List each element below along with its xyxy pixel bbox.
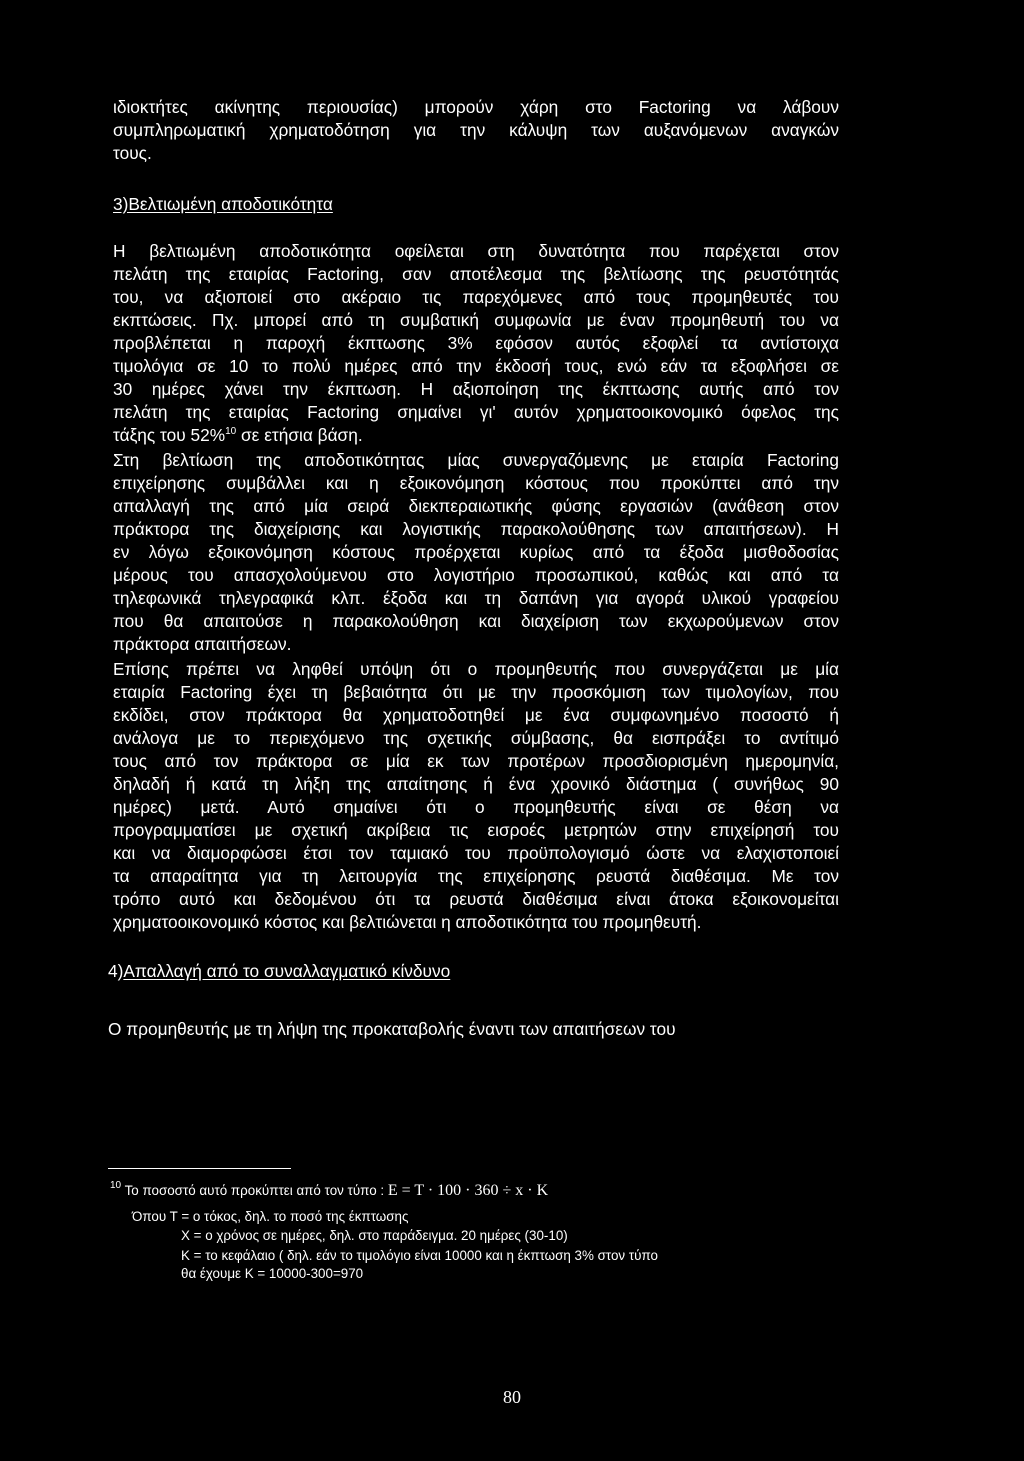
text-line: ιδιοκτήτες ακίνητης περιουσίας) μπορούν χάρη στο Factoring να λάβουν (113, 97, 839, 117)
text-line: 30 ημέρες χάνει την έκπτωση. Η αξιοποίηση της έκπτωσης αυτής από τον (113, 379, 839, 399)
text-line: απαλλαγή της από μία σειρά διεκπεραιωτικής φύσης εργασιών (ανάθεση στον (113, 496, 839, 516)
text-line: τους. (113, 143, 152, 163)
text-line: Στη βελτίωση της αποδοτικότητας μίας συνεργαζόμενης με εταιρία Factoring (113, 450, 839, 470)
text-line: Ο προμηθευτής με τη λήψη της προκαταβολής έναντι των απαιτήσεων του (108, 1019, 676, 1039)
text-line: ανάλογα με το περιεχόμενο της σχετικής σύμβασης, θα εισπράξει το αντίτιμό (113, 728, 839, 748)
text-line: συμπληρωματική χρηματοδότηση για την κάλυψη των αυξανόμενων αναγκών (113, 120, 839, 140)
footnote-text: Το ποσοστό αυτό προκύπτει από τον τύπο : (121, 1183, 388, 1198)
text-line: που θα απαιτούσε η παρακολούθηση και διαχείριση των εκχωρούμενων στον (113, 611, 839, 631)
section-number: 4) (108, 961, 124, 981)
text-line: χρηματοοικονομικό κόστος και βελτιώνεται η αποδοτικότητα του προμηθευτή. (113, 912, 702, 932)
text-line: πελάτη της εταιρίας Factoring σημαίνει γι' αυτόν χρηματοοικονομικό όφελος της (113, 402, 839, 422)
text-line: επιχείρησης συμβάλλει και η εξοικονόμηση κόστους που προκύπτει από την (113, 473, 839, 493)
page-number: 80 (503, 1387, 521, 1407)
footnote-line: Όπου Τ = ο τόκος, δηλ. το ποσό της έκπτωσης (132, 1209, 409, 1224)
text-line: πράκτορα απαιτήσεων. (113, 634, 292, 654)
footnote-line: Κ = το κεφάλαιο ( δηλ. εάν το τιμολόγιο είναι 10000 και η έκπτωση 3% στον τύπο (181, 1248, 658, 1263)
text-line: δηλαδή ή κατά τη λήξη της απαίτησης ή ένα χρονικό διάστημα ( συνήθως 90 (113, 774, 839, 794)
text-line: προβλέπεται η παροχή έκπτωσης 3% εφόσον αυτός εξοφλεί τα αντίστοιχα (113, 333, 839, 353)
text-line: τους από τον πράκτορα σε μία εκ των προτέρων προσδιορισμένη ημερομηνία, (113, 751, 839, 771)
text-line: ημέρες) μετά. Αυτό σημαίνει ότι ο προμηθευτής είναι σε θέση να (113, 797, 839, 817)
text-line: εκπτώσεις. Πχ. μπορεί από τη συμβατική συμφωνία με έναν προμηθευτή του να (113, 310, 839, 330)
text-fragment: τάξης του 52% (113, 425, 226, 445)
text-line: πράκτορα της διαχείρισης και λογιστικής παρακολούθησης των απαιτήσεων). Η (113, 519, 839, 539)
section-heading (108, 960, 450, 982)
text-line: τα απαραίτητα για τη λειτουργία της επιχείρησης ρευστά διαθέσιμα. Με τον (113, 866, 839, 886)
text-line: τρόπο αυτό και δεδομένου ότι τα ρευστά διαθέσιμα είναι άτοκα εξοικονομείται (113, 889, 839, 909)
text-line: μέρους του απασχολούμενου στο λογιστήριο προσωπικού, καθώς και από τα (113, 565, 839, 585)
text-line: εκδίδει, στον πράκτορα θα χρηματοδοτηθεί με ένα συμφωνημένο ποσοστό ή (113, 705, 839, 725)
footnote-reference: 10 (225, 426, 237, 437)
text-line: πελάτη της εταιρίας Factoring, σαν αποτέλεσμα της βελτίωσης της ρευστότητάς (113, 264, 839, 284)
text-line: τηλεφωνικά τηλεγραφικά κλπ. έξοδα και τη δαπάνη για αγορά υλικού γραφείου (113, 588, 839, 608)
text-line: του, να αξιοποιεί στο ακέραιο τις παρεχόμενες από τους προμηθευτές του (113, 287, 839, 307)
section-heading: 3)Βελτιωμένη αποδοτικότητα (113, 194, 333, 214)
text-line: Η βελτιωμένη αποδοτικότητα οφείλεται στη δυνατότητα που παρέχεται στον (113, 241, 839, 261)
section-title: Απαλλαγή από το συναλλαγματικό κίνδυνο (123, 961, 451, 981)
text-line: Επίσης πρέπει να ληφθεί υπόψη ότι ο προμηθευτής που συνεργάζεται με μία (113, 659, 839, 679)
text-line: και να διαμορφώσει έτσι τον ταμιακό του προϋπολογισμό ώστε να ελαχιστοποιεί (113, 843, 839, 863)
text-line (113, 424, 363, 446)
text-line: εταιρία Factoring έχει τη βεβαιότητα ότι με την προσκόμιση των τιμολογίων, που (113, 682, 839, 702)
footnote-line (110, 1182, 548, 1200)
footnote-line: θα έχουμε Κ = 10000-300=970 (181, 1266, 364, 1281)
footnote-line: Χ = ο χρόνος σε ημέρες, δηλ. στο παράδειγμα. 20 ημέρες (30-10) (181, 1228, 568, 1243)
footnote-formula: E = T · 100 · 360 ÷ x · K (387, 1182, 549, 1199)
footnote-marker: 10 (110, 1180, 122, 1191)
text-fragment: σε ετήσια βάση. (236, 425, 363, 445)
text-line: τιμολόγια σε 10 το πολύ ημέρες από την έκδοσή τους, ενώ εάν τα εξοφλήσει σε (113, 356, 839, 376)
text-line: εν λόγω εξοικονόμηση κόστους προέρχεται κυρίως από τα έξοδα μισθοδοσίας (113, 542, 839, 562)
text-line: προγραμματίσει με σχετική ακρίβεια τις εισροές μετρητών στην επιχείρησή του (113, 820, 839, 840)
footnote-separator (108, 1168, 291, 1169)
